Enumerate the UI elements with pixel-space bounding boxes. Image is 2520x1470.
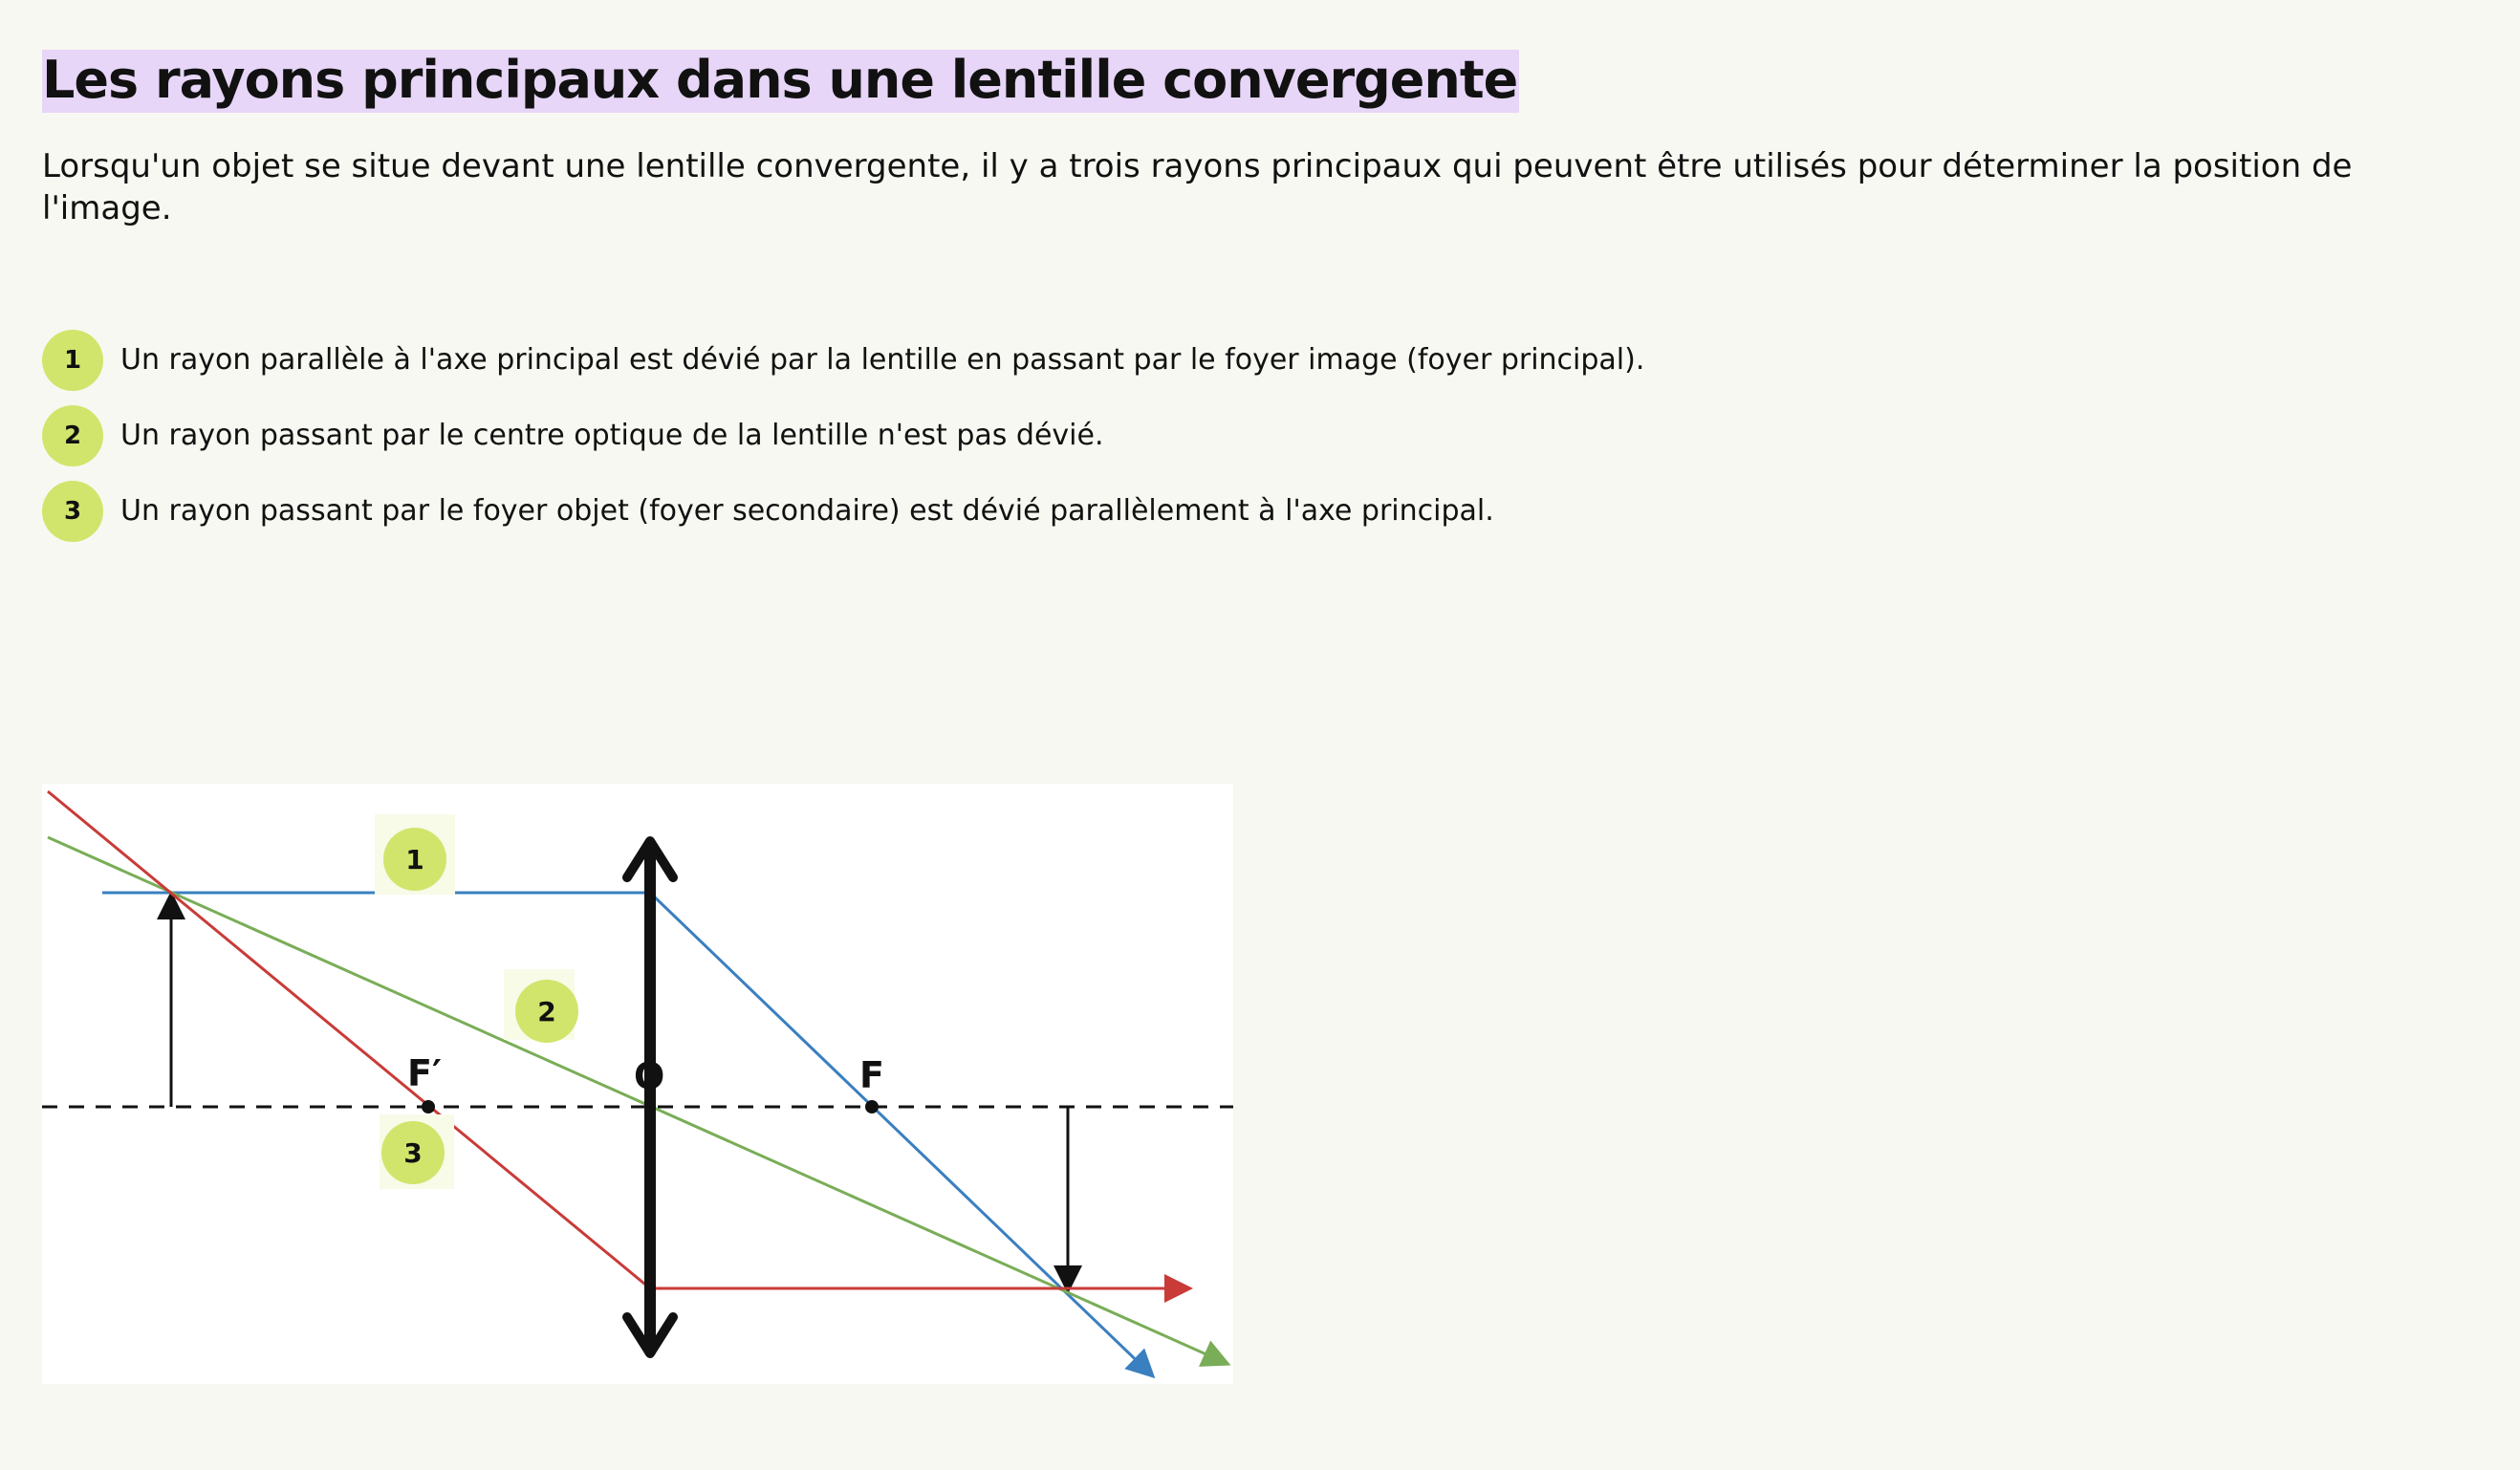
optical-center-label: O — [634, 1055, 665, 1097]
principal-rays-list — [42, 329, 1763, 555]
lesson-page — [42, 50, 2478, 528]
ray-rule-2 — [42, 404, 1763, 467]
converging-lens-diagram — [42, 784, 1233, 1384]
focus-image-label: F — [859, 1054, 884, 1096]
ray-number-badge-1: 1 — [42, 330, 103, 391]
ray-number-badge-3: 3 — [42, 481, 103, 542]
lens-ray-diagram-svg — [42, 784, 1233, 1384]
ray-rule-text-2: Un rayon passant par le centre optique de la lentille n'est pas dévié. — [120, 419, 1104, 452]
diagram-ray-marker-2-number: 2 — [537, 996, 556, 1027]
ray-2-straight-through — [48, 837, 1226, 1363]
diagram-ray-marker-1 — [375, 814, 455, 895]
focus-object-label: F′ — [407, 1052, 442, 1094]
ray-rule-text-1: Un rayon parallèle à l'axe principal est dévié par la lentille en passant par le foyer image (foyer principal). — [120, 343, 1645, 377]
focus-object-point — [422, 1100, 435, 1113]
diagram-ray-marker-1-number: 1 — [405, 844, 424, 876]
page-title: Les rayons principaux dans une lentille convergente — [42, 50, 1519, 113]
ray-rule-3 — [42, 480, 1763, 543]
ray-rule-1 — [42, 329, 1763, 392]
diagram-ray-marker-2 — [504, 969, 578, 1043]
ray-1-refracted — [650, 893, 1151, 1374]
diagram-ray-marker-3 — [380, 1114, 454, 1189]
ray-number-badge-2: 2 — [42, 405, 103, 466]
diagram-ray-marker-3-number: 3 — [403, 1137, 423, 1169]
focus-image-point — [865, 1100, 879, 1113]
intro-text: Lorsqu'un objet se situe devant une lentille convergente, il y a trois rayons principaux qui peuvent être utilisés pour déterminer la position de l'image. — [42, 147, 2353, 227]
ray-rule-text-3: Un rayon passant par le foyer objet (foyer secondaire) est dévié parallèlement à l'axe principal. — [120, 494, 1494, 528]
